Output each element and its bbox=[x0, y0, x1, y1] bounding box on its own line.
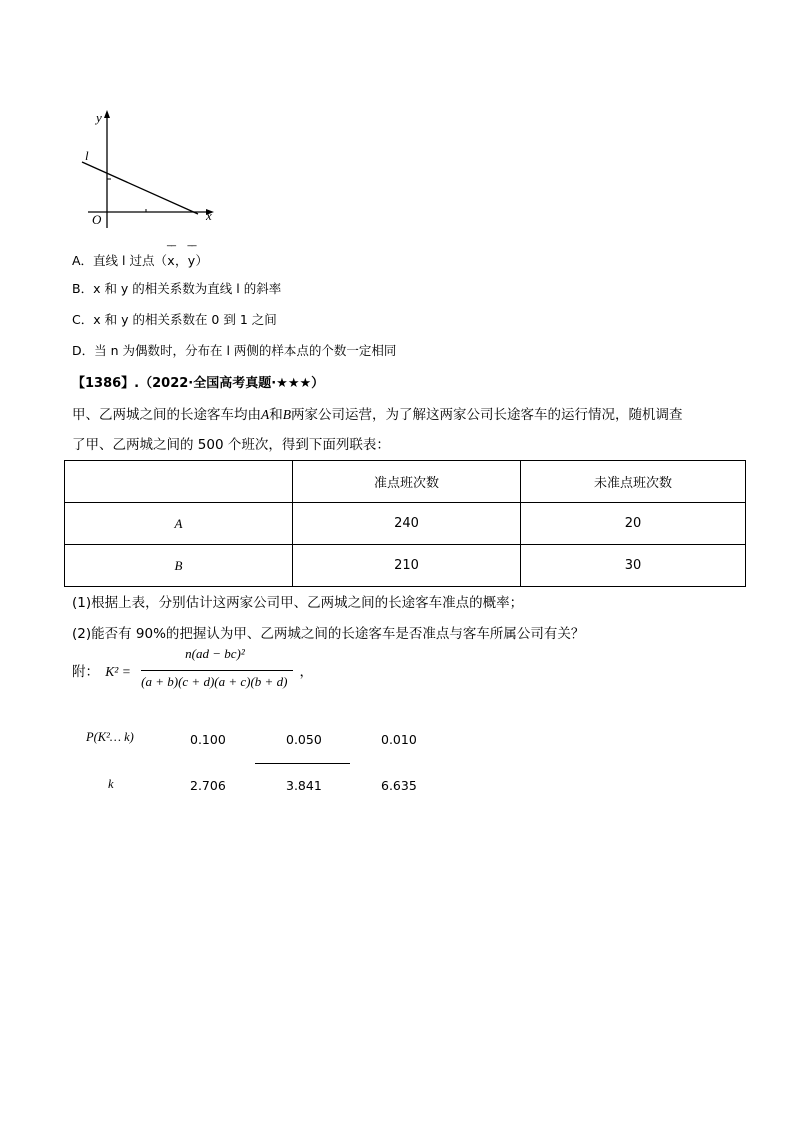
prob-row1-cell: 0.050 bbox=[286, 732, 322, 747]
question-stem-line2: 了甲、乙两城之间的 500 个班次，得到下面列联表： bbox=[72, 437, 390, 453]
table-cell: 30 bbox=[521, 545, 746, 587]
option-a: A．直线 l 过点（ ‾‾ x ， ‾‾ y ） bbox=[72, 245, 209, 268]
formula-lhs: K² = bbox=[105, 664, 131, 679]
option-b: B．x 和 y 的相关系数为直线 l 的斜率 bbox=[72, 281, 282, 296]
sub-question-2: (2)能否有 90%的把握认为甲、乙两城之间的长途客车是否准点与客车所属公司有关？ bbox=[72, 626, 585, 642]
prob-row2-cell: 2.706 bbox=[190, 778, 226, 793]
y-axis-arrow bbox=[104, 110, 110, 118]
prob-row2-cell: 3.841 bbox=[286, 778, 322, 793]
sub-question-1: (1)根据上表，分别估计这两家公司甲、乙两城之间的长途客车准点的概率； bbox=[72, 595, 524, 611]
formula bbox=[72, 646, 313, 689]
prob-row1-cell: 0.100 bbox=[190, 732, 226, 747]
question-header: 【1386】.（2022·全国高考真题·★★★） bbox=[72, 376, 325, 391]
prob-row1-label: P(K²… k) bbox=[86, 730, 134, 744]
contingency-table bbox=[64, 460, 746, 587]
table-row bbox=[65, 545, 746, 587]
option-d: D．当 n 为偶数时，分布在 l 两侧的样本点的个数一定相同 bbox=[72, 343, 397, 358]
table-cell: A bbox=[65, 503, 293, 545]
table-header-cell: 准点班次数 bbox=[293, 461, 521, 503]
table-cell: B bbox=[65, 545, 293, 587]
fraction-bar bbox=[141, 670, 293, 671]
y-axis-label: y bbox=[96, 110, 102, 125]
question-stem-line1: 甲、乙两城之间的长途客车均由A和B两家公司运营，为了解这两家公司长途客车的运行情况，随机调查 bbox=[72, 407, 683, 423]
x-bar-mean: ‾‾ x bbox=[166, 245, 175, 268]
option-c: C．x 和 y 的相关系数在 0 到 1 之间 bbox=[72, 312, 277, 327]
regression-line-figure bbox=[74, 108, 224, 230]
prob-row2-cell: 6.635 bbox=[381, 778, 417, 793]
prob-row2-label: k bbox=[108, 777, 114, 791]
formula-denominator: (a + b)(c + d)(a + c)(b + d) bbox=[141, 674, 288, 689]
y-bar-mean: ‾‾ y bbox=[187, 245, 196, 268]
table-header-cell: 未准点班次数 bbox=[521, 461, 746, 503]
table-header-cell bbox=[65, 461, 293, 503]
prob-row1-cell: 0.010 bbox=[381, 732, 417, 747]
table-header-row bbox=[65, 461, 746, 503]
formula-numerator: n(ad − bc)² bbox=[185, 646, 245, 661]
line-label: l bbox=[85, 148, 89, 163]
origin-label: O bbox=[92, 212, 102, 227]
x-axis-label: x bbox=[206, 208, 212, 223]
table-cell: 20 bbox=[521, 503, 746, 545]
formula-suffix: ， bbox=[299, 664, 313, 680]
regression-line-l bbox=[82, 162, 198, 214]
table-cell: 240 bbox=[293, 503, 521, 545]
table-cell: 210 bbox=[293, 545, 521, 587]
prob-table-rule bbox=[255, 763, 350, 764]
table-row bbox=[65, 503, 746, 545]
formula-prefix: 附： bbox=[72, 664, 99, 680]
